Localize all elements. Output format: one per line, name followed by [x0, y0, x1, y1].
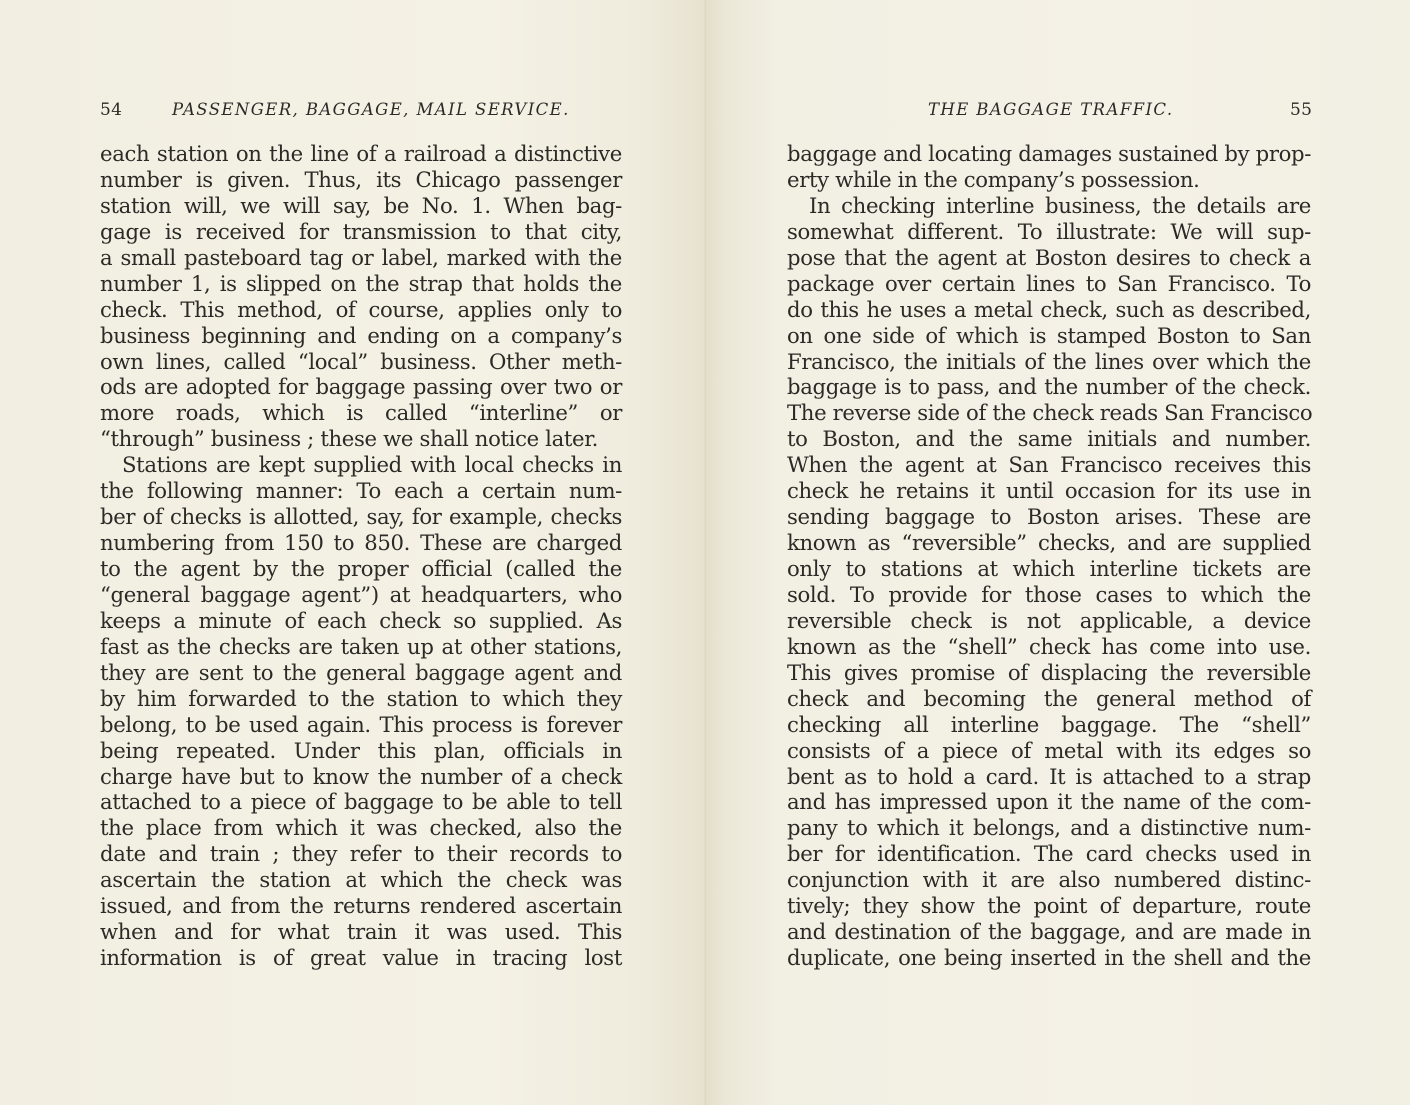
text-line: the following manner: To each a certain num- [100, 478, 622, 504]
left-page-header [0, 96, 706, 124]
text-line: gage is received for transmission to that city, [100, 218, 622, 244]
text-line: more roads, which is called “interline” or [100, 400, 622, 426]
text-line: The reverse side of the check reads San Francisco [787, 400, 1313, 426]
text-line: baggage and locating damages sustained by prop- [787, 141, 1312, 166]
text-line: station will, we will say, be No. 1. When bag- [100, 192, 622, 218]
text-line: date and train ; they refer to their records to [100, 841, 622, 867]
text-line: checking all interline baggage. The “shell” [787, 711, 1311, 737]
text-line: somewhat different. To illustrate: We will sup- [787, 218, 1311, 244]
text-line: only to stations at which interline tickets are [787, 556, 1311, 581]
text-line: bent as to hold a card. It is attached to a strap [787, 763, 1311, 789]
text-line: and destination of the baggage, and are made in [787, 919, 1311, 945]
text-line: consists of a piece of metal with its edges so [787, 737, 1311, 763]
text-line: When the agent at San Francisco receives this [787, 452, 1311, 478]
text-line: This gives promise of displacing the reversible [787, 659, 1311, 685]
text-line: In checking interline business, the details are [809, 192, 1311, 218]
text-line: known as “reversible” checks, and are supplied [787, 530, 1311, 556]
text-line: keeps a minute of each check so supplied. As [100, 607, 622, 633]
text-line: ber for identification. The card checks used in [787, 841, 1311, 867]
text-line: ods are adopted for baggage passing over two or [100, 374, 622, 400]
text-line: ascertain the station at which the check was [100, 867, 622, 893]
text-line: business beginning and ending on a company’s [100, 322, 622, 348]
text-line: duplicate, one being inserted in the shell and the [787, 945, 1311, 971]
text-line: and has impressed upon it the name of the com- [787, 789, 1311, 815]
text-line: known as the “shell” check has come into use. [787, 633, 1311, 659]
left-page-body-text [100, 141, 622, 971]
text-line: Francisco, the initials of the lines over which the [787, 348, 1311, 374]
text-line: do this he uses a metal check, such as described, [787, 296, 1311, 322]
text-line: being repeated. Under this plan, officials in [100, 737, 622, 763]
text-line: when and for what train it was used. This [100, 919, 622, 945]
text-line: own lines, called “local” business. Other meth- [100, 348, 622, 374]
page-number-right: 55 [1290, 100, 1313, 120]
text-line: package over certain lines to San Francisco. To [787, 270, 1311, 296]
text-line: the place from which it was checked, also the [100, 815, 622, 841]
page-number-left: 54 [100, 100, 123, 120]
text-line: they are sent to the general baggage agent and [100, 659, 622, 685]
text-line: ber of checks is allotted, say, for example, checks [100, 504, 622, 530]
running-head-left: PASSENGER, BAGGAGE, MAIL SERVICE. [172, 100, 570, 119]
text-line: fast as the checks are taken up at other stations, [100, 633, 622, 659]
text-line: numbering from 150 to 850. These are charged [100, 530, 622, 556]
running-head-right: THE BAGGAGE TRAFFIC. [928, 100, 1174, 119]
text-line: number is given. Thus, its Chicago passenger [100, 166, 622, 192]
text-line: sending baggage to Boston arises. These are [787, 504, 1311, 530]
text-line: a small pasteboard tag or label, marked with the [100, 244, 622, 270]
text-line: pany to which it belongs, and a distinctive num- [787, 815, 1311, 841]
text-line: information is of great value in tracing lost [100, 945, 622, 971]
text-line: erty while in the company’s possession. [787, 166, 1200, 192]
right-page-body-text [787, 141, 1311, 971]
text-line: each station on the line of a railroad a distinctive [100, 141, 622, 166]
text-line: tively; they show the point of departure, route [787, 893, 1311, 919]
text-line: reversible check is not applicable, a device [787, 607, 1311, 633]
text-line: issued, and from the returns rendered ascertain [100, 893, 622, 919]
text-line: to the agent by the proper official (called the [100, 556, 622, 581]
text-line: sold. To provide for those cases to which the [787, 581, 1311, 607]
text-line: to Boston, and the same initials and number. [787, 426, 1311, 452]
text-line: check he retains it until occasion for its use in [787, 478, 1311, 504]
text-line: check. This method, of course, applies only to [100, 296, 622, 322]
text-line: attached to a piece of baggage to be able to tell [100, 789, 622, 815]
text-line: charge have but to know the number of a check [100, 763, 622, 789]
text-line: Stations are kept supplied with local checks in [122, 452, 622, 478]
text-line: belong, to be used again. This process is forever [100, 711, 622, 737]
text-line: “through” business ; these we shall notice later. [100, 426, 599, 452]
text-line: by him forwarded to the station to which they [100, 685, 622, 711]
text-line: number 1, is slipped on the strap that holds the [100, 270, 622, 296]
text-line: baggage is to pass, and the number of the check. [787, 374, 1311, 400]
text-line: check and becoming the general method of [787, 685, 1311, 711]
text-line: pose that the agent at Boston desires to check a [787, 244, 1311, 270]
text-line: on one side of which is stamped Boston to San [787, 322, 1311, 348]
text-line: conjunction with it are also numbered distinc- [787, 867, 1311, 893]
right-page-header [706, 96, 1410, 124]
text-line: “general baggage agent”) at headquarters, who [100, 581, 622, 607]
